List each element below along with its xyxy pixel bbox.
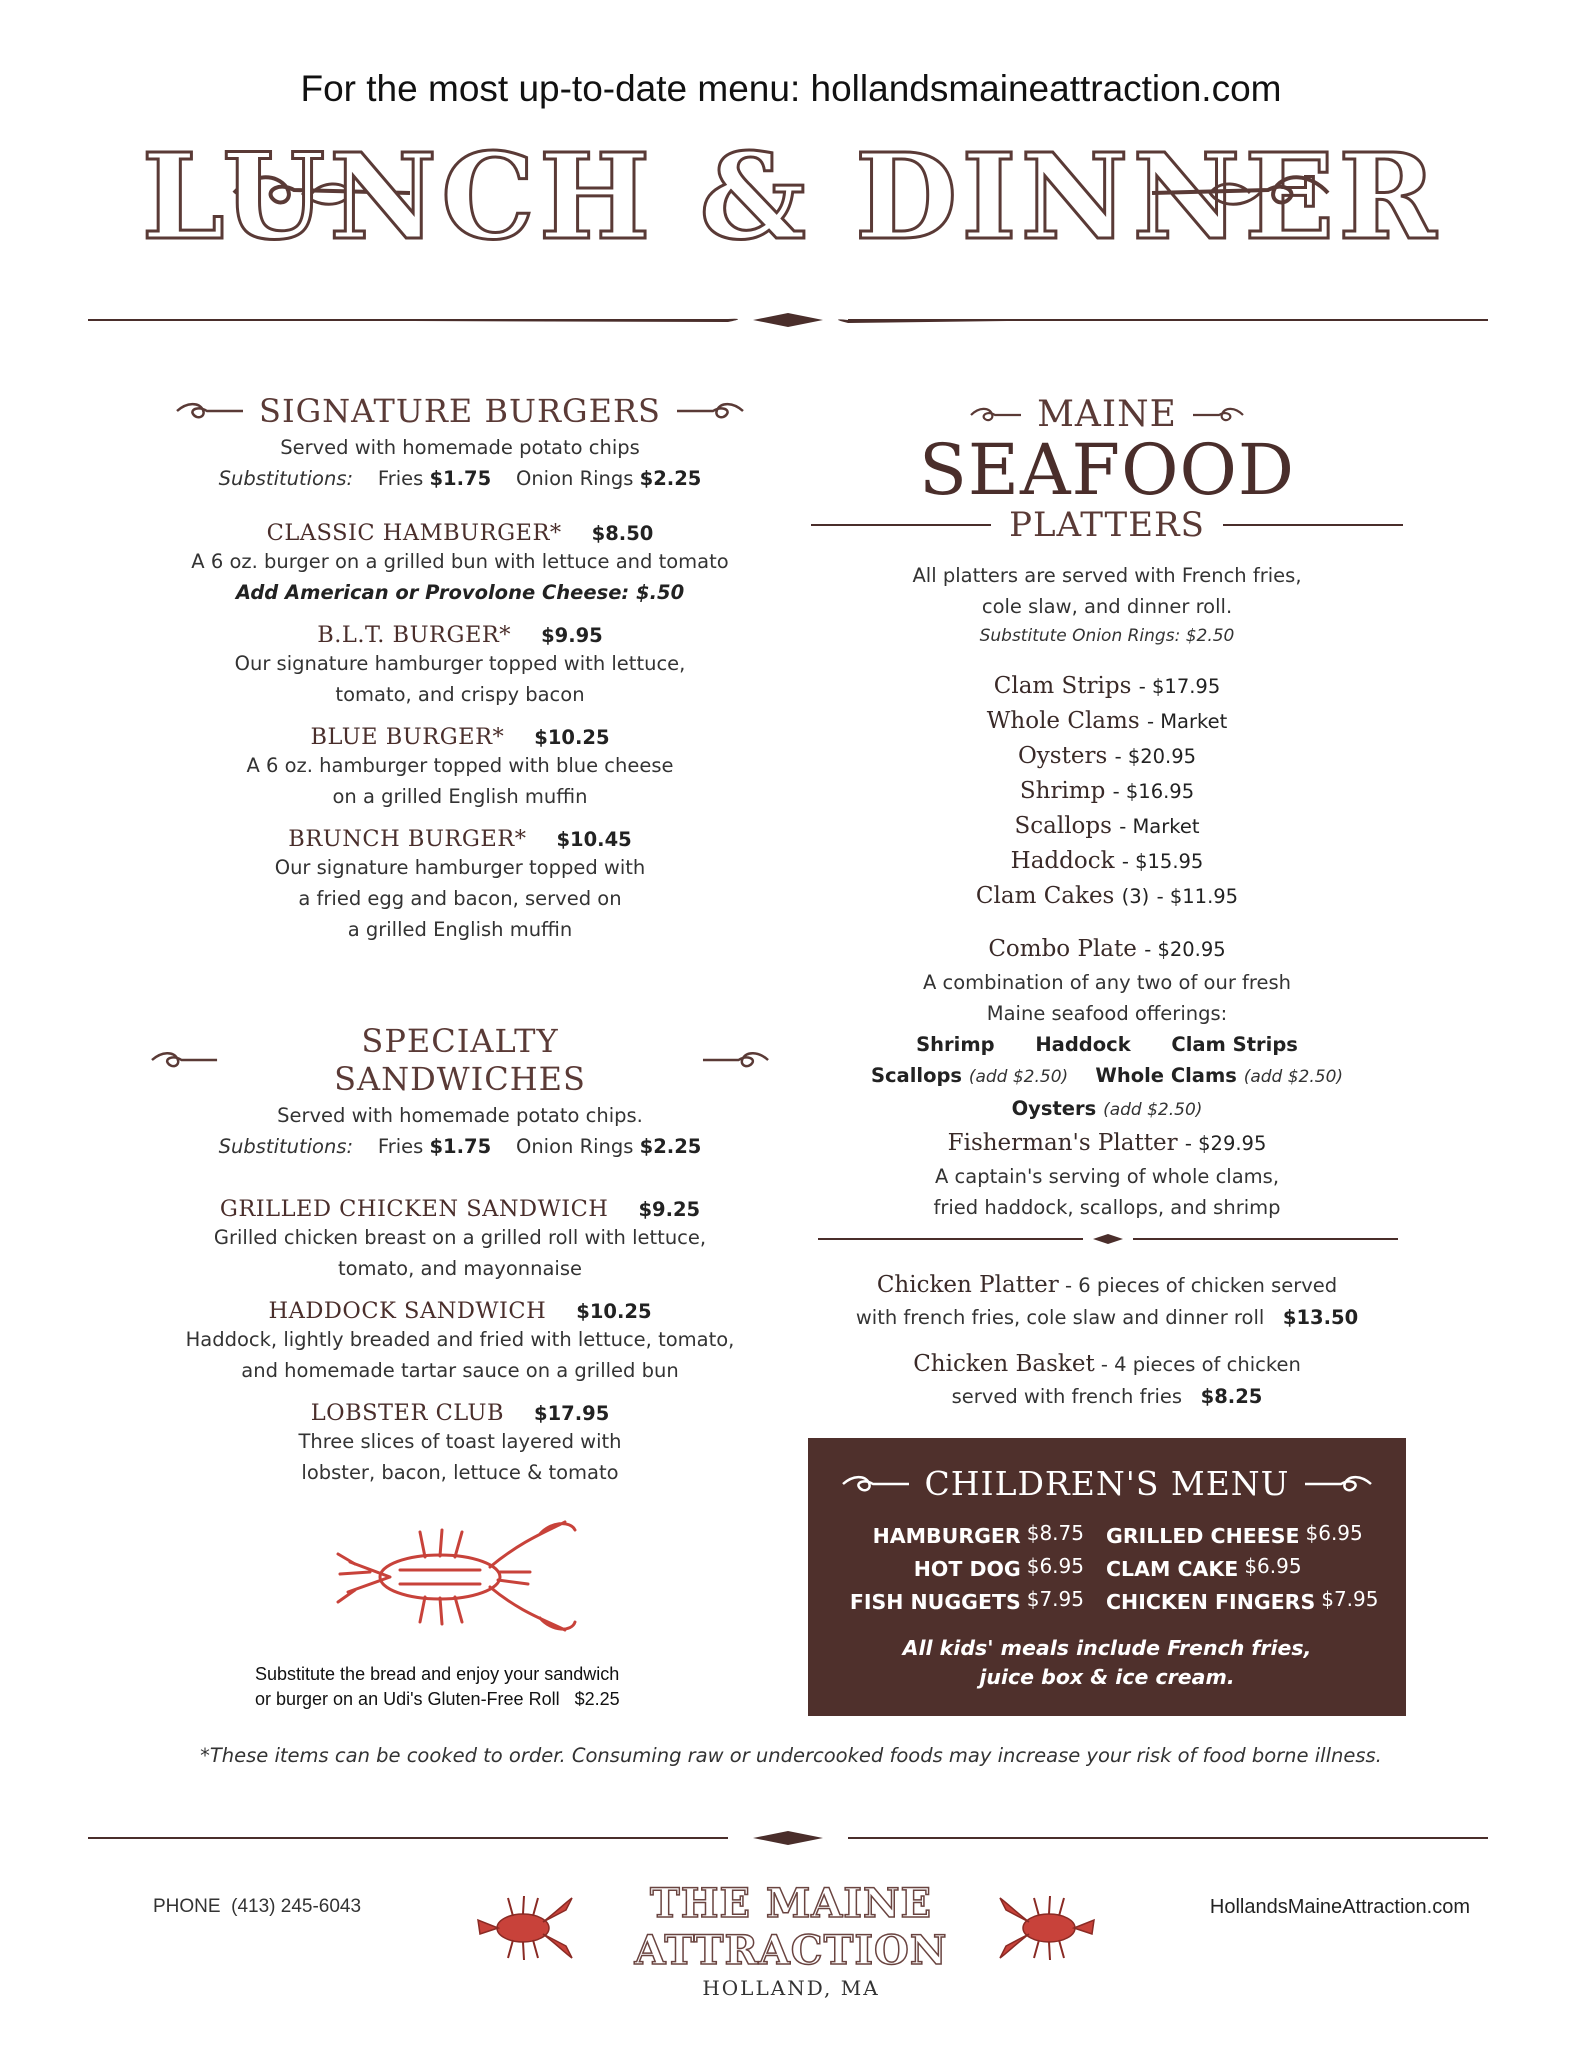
chicken-platter: Chicken Platter - 6 pieces of chicken served (876, 1272, 1338, 1298)
swirl-icon (1191, 405, 1245, 425)
right-flourish-icon (1150, 168, 1330, 218)
divider-line (1223, 524, 1403, 526)
kids-item: HOT DOG $6.95 (913, 1554, 1084, 1581)
swirl-icon (1303, 1473, 1373, 1495)
platter-item: Whole Clams - Market (986, 708, 1228, 734)
menu-item-desc: Our signature hamburger topped with lettuce, (234, 652, 686, 675)
divider-line (811, 524, 991, 526)
menu-item-desc: Haddock, lightly breaded and fried with lettuce, tomato, (185, 1328, 735, 1351)
kids-note: All kids' meals include French fries, juice box & ice cream. (902, 1636, 1312, 1689)
menu-item-desc: and homemade tartar sauce on a grilled bun (241, 1359, 679, 1382)
chicken-basket-desc: served with french fries $8.25 (951, 1385, 1263, 1408)
platter-desc: All platters are served with French fries, (912, 564, 1302, 587)
platter-item: Oysters - $20.95 (1017, 743, 1197, 769)
lobster-illustration-icon (330, 1502, 580, 1652)
seafood-divider (818, 1232, 1398, 1246)
menu-item-name: LOBSTER CLUB $17.95 (310, 1400, 610, 1426)
menu-item-name: BLUE BURGER* $10.25 (310, 724, 610, 750)
top-divider (88, 310, 1488, 330)
gluten-free-note: Substitute the bread and enjoy your sandwich or burger on an Udi's Gluten-Free Roll $2.25 (255, 1664, 620, 1709)
childrens-menu-title: CHILDREN'S MENU (924, 1464, 1290, 1503)
brand-name: THE MAINE ATTRACTION (634, 1880, 948, 1974)
combo-options: Oysters (add $2.50) (1011, 1097, 1203, 1120)
kids-item: HAMBURGER $8.75 (872, 1521, 1084, 1548)
substitutions-line: Substitutions: Fries $1.75 Onion Rings $2.25 (218, 1135, 702, 1158)
menu-item-desc: A 6 oz. burger on a grilled bun with lettuce and tomato (191, 550, 729, 573)
kids-item: FISH NUGGETS $7.95 (849, 1587, 1084, 1614)
platter-item: Scallops - Market (1014, 813, 1200, 839)
menu-item-name: B.L.T. BURGER* $9.95 (317, 622, 603, 648)
combo-options: Shrimp Haddock Clam Strips (916, 1033, 1298, 1056)
menu-item-desc: Grilled chicken breast on a grilled roll with lettuce, (213, 1226, 707, 1249)
combo-options: Scallops (add $2.50) Whole Clams (add $2.50) (870, 1064, 1344, 1087)
menu-item-name: HADDOCK SANDWICH $10.25 (268, 1298, 652, 1324)
platter-sub: Substitute Onion Rings: $2.50 (979, 626, 1235, 646)
seafood-title-mid: SEAFOOD (918, 429, 1296, 511)
swirl-icon (701, 1049, 770, 1071)
menu-item-desc: on a grilled English muffin (332, 785, 588, 808)
sandwiches-section (150, 1022, 770, 1488)
served-note: Served with homemade potato chips. (277, 1104, 643, 1127)
menu-item-desc: Our signature hamburger topped with (274, 856, 646, 879)
website-link[interactable]: HollandsMaineAttraction.com (1209, 1896, 1470, 1918)
served-note: Served with homemade potato chips (280, 436, 640, 459)
menu-item-name: GRILLED CHICKEN SANDWICH $9.25 (219, 1196, 701, 1222)
menu-item-desc: Three slices of toast layered with (298, 1430, 622, 1453)
seafood-header (808, 394, 1406, 545)
bottom-divider (88, 1828, 1488, 1848)
platter-desc: cole slaw, and dinner roll. (981, 595, 1233, 618)
menu-item-desc: a fried egg and bacon, served on (298, 887, 622, 910)
fisherman-desc: A captain's serving of whole clams, (934, 1165, 1280, 1188)
platter-item: Clam Cakes (3) - $11.95 (975, 883, 1239, 909)
page-title: LUNCH & DINNER (141, 127, 1441, 266)
kids-item: CHICKEN FINGERS $7.95 (1106, 1587, 1379, 1614)
section-title: SPECIALTY SANDWICHES (334, 1022, 586, 1098)
combo-desc: A combination of any two of our fresh (922, 971, 1292, 994)
platter-item: Clam Strips - $17.95 (993, 673, 1221, 699)
burgers-section (150, 392, 770, 945)
combo-plate: Combo Plate - $20.95 (988, 936, 1226, 962)
section-title: SIGNATURE BURGERS (259, 392, 661, 430)
swirl-icon (969, 405, 1023, 425)
menu-item-name: CLASSIC HAMBURGER* $8.50 (266, 520, 654, 546)
menu-item-desc: lobster, bacon, lettuce & tomato (301, 1461, 619, 1484)
fisherman-desc: fried haddock, scallops, and shrimp (933, 1196, 1281, 1219)
kids-item: GRILLED CHEESE $6.95 (1106, 1521, 1363, 1548)
menu-item-desc: a grilled English muffin (347, 918, 573, 941)
chicken-platter-desc: with french fries, cole slaw and dinner roll $13.50 (855, 1306, 1359, 1329)
seafood-title-bot: PLATTERS (1009, 505, 1205, 545)
chicken-basket: Chicken Basket - 4 pieces of chicken (913, 1351, 1301, 1377)
fisherman-platter: Fisherman's Platter - $29.95 (947, 1130, 1267, 1156)
lobster-logo-right-icon (994, 1884, 1104, 1966)
swirl-icon (175, 400, 245, 422)
kids-items (808, 1521, 1406, 1623)
brand-logo (560, 1880, 1022, 2000)
kids-item: CLAM CAKE $6.95 (1106, 1554, 1302, 1581)
seafood-section (808, 560, 1406, 1223)
brand-location: HOLLAND, MA (702, 1976, 880, 2000)
swirl-icon (841, 1473, 911, 1495)
childrens-menu-box (808, 1438, 1406, 1716)
substitutions-line: Substitutions: Fries $1.75 Onion Rings $2.25 (218, 467, 702, 490)
menu-item-desc: tomato, and mayonnaise (337, 1257, 583, 1280)
menu-url-note: For the most up-to-date menu: hollandsmaineattraction.com (300, 68, 1282, 109)
swirl-icon (150, 1049, 219, 1071)
platter-item: Shrimp - $16.95 (1019, 778, 1195, 804)
chicken-section (808, 1268, 1406, 1412)
menu-item-addon: Add American or Provolone Cheese: $.50 (235, 581, 685, 604)
phone-number: PHONE (413) 245-6043 (153, 1896, 362, 1917)
swirl-icon (675, 400, 745, 422)
menu-item-name: BRUNCH BURGER* $10.45 (288, 826, 632, 852)
seafood-title-top: MAINE (1037, 394, 1177, 435)
combo-desc: Maine seafood offerings: (986, 1002, 1228, 1025)
platter-item: Haddock - $15.95 (1010, 848, 1204, 874)
food-safety-disclaimer: *These items can be cooked to order. Consuming raw or undercooked foods may increase your risk of food borne illness. (200, 1744, 1382, 1767)
menu-item-desc: tomato, and crispy bacon (335, 683, 585, 706)
menu-item-desc: A 6 oz. hamburger topped with blue cheese (246, 754, 674, 777)
